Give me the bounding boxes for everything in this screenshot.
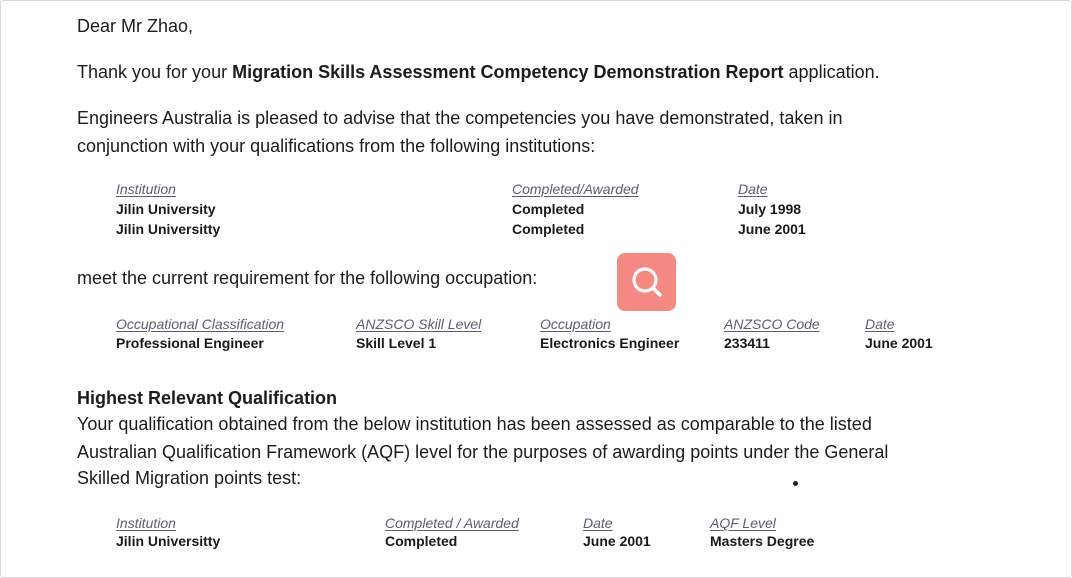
aqf-level: Masters Degree: [710, 533, 815, 549]
thanks-suffix: application.: [783, 62, 880, 82]
header-aqf-level: AQF Level: [710, 515, 776, 531]
header-aqf-completed: Completed / Awarded: [385, 515, 519, 531]
occupation-code: 233411: [724, 335, 770, 351]
occupation-name: Electronics Engineer: [540, 335, 680, 351]
header-date: Date: [738, 181, 768, 197]
header-institution: Institution: [116, 181, 176, 197]
table-row-1-institution: Jilin University: [116, 201, 216, 217]
table-row-1-date: July 1998: [738, 201, 802, 217]
occupation-classification: Professional Engineer: [116, 335, 264, 351]
header-classification: Occupational Classification: [116, 316, 285, 332]
aqf-institution: Jilin Universitty: [116, 533, 221, 549]
header-aqf-institution: Institution: [116, 515, 176, 531]
search-button[interactable]: [617, 253, 676, 311]
table-row-2-date: June 2001: [738, 221, 806, 237]
aqf-completed: Completed: [385, 533, 458, 549]
highest-qualification-heading: Highest Relevant Qualification: [77, 388, 338, 408]
table-row-2-completed: Completed: [512, 221, 585, 237]
meet-line: meet the current requirement for the following occupation:: [77, 268, 538, 288]
table-row-2-institution: Jilin Universitty: [116, 221, 221, 237]
header-aqf-date: Date: [583, 515, 613, 531]
header-occ-date: Date: [865, 316, 895, 332]
table-row-1-completed: Completed: [512, 201, 585, 217]
aqf-date: June 2001: [583, 533, 651, 549]
application-name: Migration Skills Assessment Competency Demonstration Report: [232, 62, 784, 82]
header-completed: Completed/Awarded: [512, 181, 639, 197]
header-occupation: Occupation: [540, 316, 611, 332]
qualification-line-1: Your qualification obtained from the below institution has been assessed as comparable to the listed: [77, 414, 872, 434]
stray-dot: [793, 481, 798, 486]
search-icon: [617, 253, 676, 311]
qualification-line-3: Skilled Migration points test:: [77, 468, 302, 488]
qualification-line-2: Australian Qualification Framework (AQF) level for the purposes of awarding points under the General: [77, 442, 889, 462]
thanks-line: [77, 58, 880, 86]
occupation-skill-level: Skill Level 1: [356, 335, 437, 351]
advise-line-2: conjunction with your qualifications from the following institutions:: [77, 136, 596, 156]
thanks-prefix: Thank you for your: [77, 62, 233, 82]
salutation: Dear Mr Zhao,: [77, 16, 194, 36]
advise-line-1: Engineers Australia is pleased to advise that the competencies you have demonstrated, taken in: [77, 108, 843, 128]
header-code: ANZSCO Code: [724, 316, 820, 332]
header-skill-level: ANZSCO Skill Level: [356, 316, 482, 332]
occupation-date: June 2001: [865, 335, 933, 351]
